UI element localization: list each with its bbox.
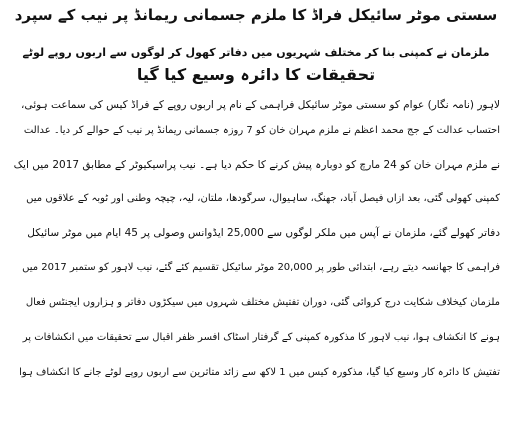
body-line-8: ہونے کا انکشاف ہوا، نیب لاہور کا مذکورہ کمپنی کے گرفتار اسٹاک افسر ظفر اقبال سے تحقیقات میں انکشافات پر [22,332,500,343]
body-line-9: تفتیش کا دائرہ کار وسیع کیا گیا، مذکورہ کیس میں 1 لاکھ سے زائد متاثرین سے اربوں روپے لوٹے جانے کا انکشاف ہوا [19,367,500,378]
body-line-1: لاہور (نامہ نگار) عوام کو سستی موٹر سائیکل فراہمی کے نام پر اربوں روپے کے فراڈ کیس کی سماعت ہوئی، [21,99,500,111]
body-line-3: نے ملزم مہران خان کو 24 مارچ کو دوبارہ پیش کرنے کا حکم دیا ہے۔ نیب پراسیکیوٹر کے مطابق 2017 میں ایک [13,159,500,171]
body-line-6: فراہمی کا جھانسہ دیتے رہے، ابتدائی طور پر 20,000 موٹر سائیکل تقسیم کئے گئے، نیب لاہور کو ستمبر 2017 میں [22,262,500,273]
body-line-5: دفاتر کھولے گئے، ملزمان نے آپس میں ملکر لوگوں سے 25,000 ایڈوانس وصولی پر 45 ایام میں موٹر سائیکل [27,227,500,239]
body-line-7: ملزمان کیخلاف شکایت درج کروائی گئی، دوران تفتیش مختلف شہروں میں سیکڑوں دفاتر و ہزاروں ایجنٹس فعال [25,297,500,308]
main-headline: سستی موٹر سائیکل فراڈ کا ملزم جسمانی ریمانڈ پر نیب کے سپرد [14,6,498,24]
body-line-4: کمپنی کھولی گئی، بعد ازاں فیصل آباد، جھنگ، ساہیوال، سرگودھا، ملتان، لیہ، چیچہ وطنی اور ٹوبہ کے علاقوں میں [26,193,500,204]
sub-headline: ملزمان نے کمپنی بنا کر مختلف شہریوں میں دفاتر کھول کر لوگوں سے اربوں روپے لوٹے [22,46,490,59]
sub-headline-2: تحقیقات کا دائرہ وسیع کیا گیا [136,65,376,84]
body-line-2: احتساب عدالت کے جج محمد اعظم نے ملزم مہران خان کو 7 روزہ جسمانی ریمانڈ پر نیب کے حوالے کر دیا۔ عدالت [23,125,500,136]
